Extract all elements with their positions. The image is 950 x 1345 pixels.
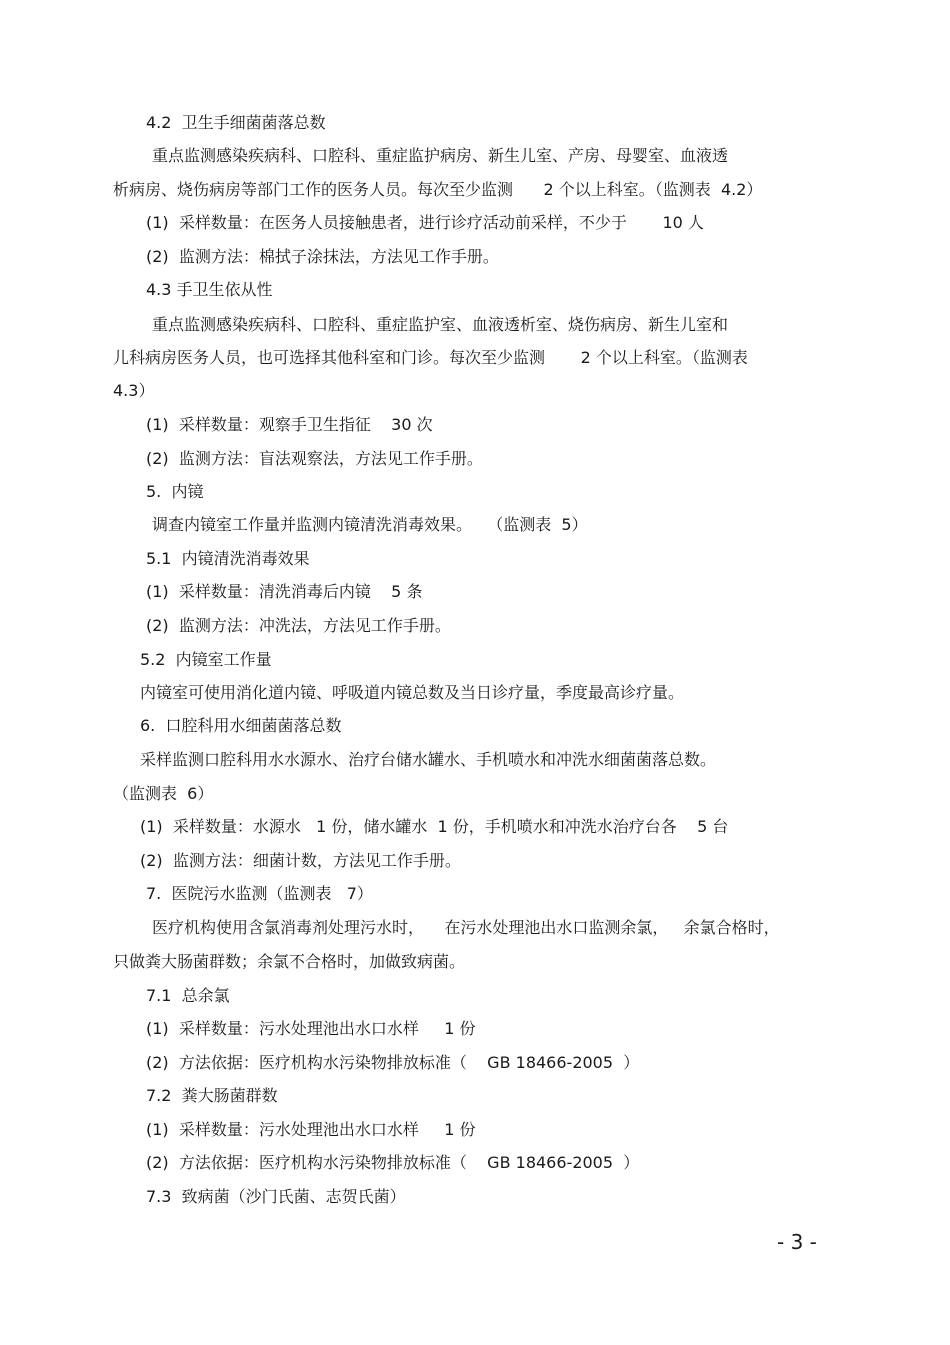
list-item: (1) 采样数量：污水处理池出水口水样 1 份 — [146, 1019, 476, 1038]
list-item: (2) 方法依据：医疗机构水污染物排放标准（ GB 18466-2005 ） — [146, 1153, 640, 1172]
section-heading-4-3: 4.3 手卫生依从性 — [146, 280, 273, 299]
paragraph-line: 医疗机构使用含氯消毒剂处理污水时， 在污水处理池出水口监测余氯， 余氯合格时， — [152, 918, 780, 937]
paragraph-line: 儿科病房医务人员，也可选择其他科室和门诊。每次至少监测 2 个以上科室。（监测表 — [113, 348, 748, 367]
list-item: (2) 监测方法：冲洗法，方法见工作手册。 — [146, 616, 451, 635]
list-item: (2) 监测方法：细菌计数，方法见工作手册。 — [140, 851, 461, 870]
list-item: (2) 监测方法：盲法观察法，方法见工作手册。 — [146, 449, 483, 468]
paragraph-line: （监测表 6） — [113, 784, 214, 803]
section-heading-7-1: 7.1 总余氯 — [146, 986, 230, 1005]
paragraph-line: 析病房、烧伤病房等部门工作的医务人员。每次至少监测 2 个以上科室。（监测表 4.2） — [113, 180, 763, 199]
paragraph-line: 调查内镜室工作量并监测内镜清洗消毒效果。 （监测表 5） — [152, 515, 588, 534]
list-item: (1) 采样数量：观察手卫生指征 30 次 — [146, 415, 433, 434]
page-number: - 3 - — [777, 1230, 817, 1254]
paragraph-line: 4.3） — [113, 381, 155, 400]
list-item: (1) 采样数量：污水处理池出水口水样 1 份 — [146, 1120, 476, 1139]
paragraph-line: 重点监测感染疾病科、口腔科、重症监护室、血液透析室、烧伤病房、新生儿室和 — [152, 315, 729, 334]
section-heading-6: 6. 口腔科用水细菌菌落总数 — [140, 716, 342, 735]
list-item: (2) 方法依据：医疗机构水污染物排放标准（ GB 18466-2005 ） — [146, 1053, 640, 1072]
section-heading-5-1: 5.1 内镜清洗消毒效果 — [146, 549, 310, 568]
section-heading-5: 5. 内镜 — [146, 482, 204, 501]
section-heading-7: 7. 医院污水监测（监测表 7） — [146, 884, 373, 903]
section-heading-4-2: 4.2 卫生手细菌菌落总数 — [146, 113, 326, 132]
section-heading-5-2: 5.2 内镜室工作量 — [140, 650, 272, 669]
section-heading-7-2: 7.2 粪大肠菌群数 — [146, 1086, 278, 1105]
list-item: (2) 监测方法：棉拭子涂抹法，方法见工作手册。 — [146, 247, 499, 266]
list-item: (1) 采样数量：在医务人员接触患者，进行诊疗活动前采样，不少于 10 人 — [146, 213, 704, 232]
section-heading-7-3: 7.3 致病菌（沙门氏菌、志贺氏菌） — [146, 1187, 406, 1206]
list-item: (1) 采样数量：水源水 1 份，储水罐水 1 份，手机喷水和冲洗水治疗台各 5 台 — [140, 817, 729, 836]
list-item: (1) 采样数量：清洗消毒后内镜 5 条 — [146, 582, 423, 601]
paragraph-line: 内镜室可使用消化道内镜、呼吸道内镜总数及当日诊疗量，季度最高诊疗量。 — [140, 683, 685, 702]
paragraph-line: 只做粪大肠菌群数；余氯不合格时，加做致病菌。 — [113, 952, 466, 971]
paragraph-line: 重点监测感染疾病科、口腔科、重症监护病房、新生儿室、产房、母婴室、血液透 — [152, 146, 729, 165]
paragraph-line: 采样监测口腔科用水水源水、治疗台储水罐水、手机喷水和冲洗水细菌菌落总数。 — [140, 750, 717, 769]
